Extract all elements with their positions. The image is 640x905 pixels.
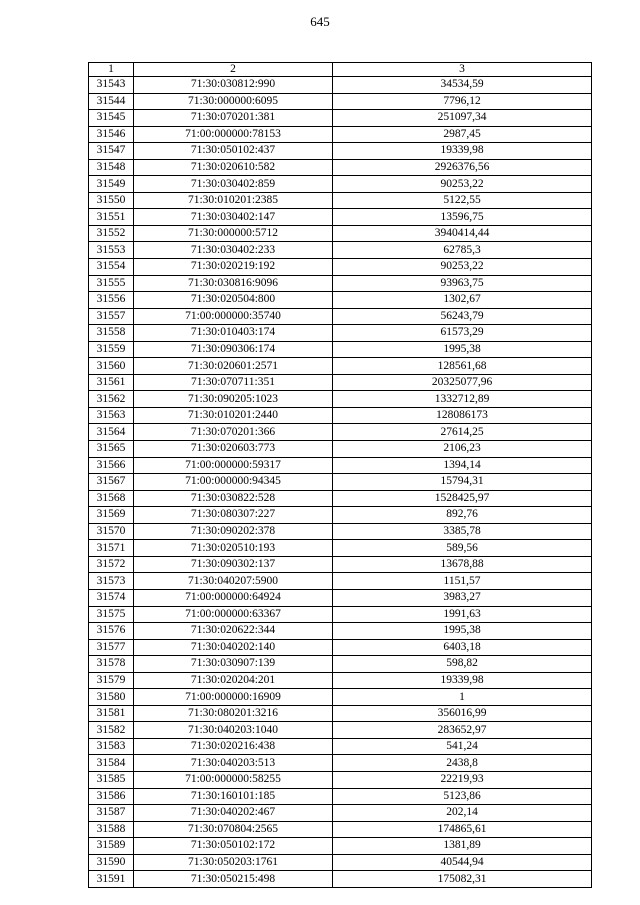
value-cell: 1528425,97 [333, 490, 592, 507]
table-row [89, 805, 592, 822]
cadastral-number-cell: 71:30:040203:1040 [134, 722, 333, 739]
value-cell: 90253,22 [333, 259, 592, 276]
table-row [89, 689, 592, 706]
row-number-cell: 31550 [89, 192, 134, 209]
cadastral-number-cell: 71:30:090302:137 [134, 556, 333, 573]
row-number-cell: 31577 [89, 639, 134, 656]
row-number-cell: 31545 [89, 110, 134, 127]
value-cell: 19339,98 [333, 672, 592, 689]
row-number-cell: 31564 [89, 424, 134, 441]
row-number-cell: 31563 [89, 407, 134, 424]
table-row [89, 143, 592, 160]
value-cell: 34534,59 [333, 77, 592, 94]
cadastral-number-cell: 71:30:020204:201 [134, 672, 333, 689]
table-row [89, 242, 592, 259]
table-row [89, 556, 592, 573]
value-cell: 202,14 [333, 805, 592, 822]
row-number-cell: 31590 [89, 854, 134, 871]
cadastral-number-cell: 71:00:000000:59317 [134, 457, 333, 474]
cadastral-number-cell: 71:30:010403:174 [134, 325, 333, 342]
table-row [89, 722, 592, 739]
row-number-cell: 31560 [89, 358, 134, 375]
cadastral-number-cell: 71:30:070201:366 [134, 424, 333, 441]
registry-table [88, 62, 592, 888]
page-number: 645 [310, 14, 330, 29]
row-number-cell: 31544 [89, 93, 134, 110]
table-row [89, 788, 592, 805]
value-cell: 2438,8 [333, 755, 592, 772]
table-row [89, 259, 592, 276]
value-cell: 1394,14 [333, 457, 592, 474]
value-cell: 93963,75 [333, 275, 592, 292]
row-number-cell: 31571 [89, 540, 134, 557]
table-row [89, 93, 592, 110]
row-number-cell: 31556 [89, 292, 134, 309]
value-cell: 356016,99 [333, 705, 592, 722]
table-row [89, 159, 592, 176]
cadastral-number-cell: 71:30:050102:172 [134, 838, 333, 855]
table-row [89, 77, 592, 94]
cadastral-number-cell: 71:30:020504:800 [134, 292, 333, 309]
table-row [89, 871, 592, 888]
value-cell: 128086173 [333, 407, 592, 424]
table-row [89, 771, 592, 788]
row-number-cell: 31583 [89, 738, 134, 755]
row-number-cell: 31548 [89, 159, 134, 176]
table-row [89, 341, 592, 358]
value-cell: 6403,18 [333, 639, 592, 656]
table-row [89, 391, 592, 408]
row-number-cell: 31580 [89, 689, 134, 706]
row-number-cell: 31582 [89, 722, 134, 739]
value-cell: 1 [333, 689, 592, 706]
table-row [89, 705, 592, 722]
cadastral-number-cell: 71:30:040207:5900 [134, 573, 333, 590]
value-cell: 13678,88 [333, 556, 592, 573]
value-cell: 5122,55 [333, 192, 592, 209]
value-cell: 598,82 [333, 656, 592, 673]
table-row [89, 292, 592, 309]
row-number-cell: 31549 [89, 176, 134, 193]
cadastral-number-cell: 71:30:080307:227 [134, 507, 333, 524]
value-cell: 541,24 [333, 738, 592, 755]
row-number-cell: 31552 [89, 225, 134, 242]
cadastral-number-cell: 71:30:090202:378 [134, 523, 333, 540]
cadastral-number-cell: 71:30:030816:9096 [134, 275, 333, 292]
cadastral-number-cell: 71:30:000000:5712 [134, 225, 333, 242]
value-cell: 1332712,89 [333, 391, 592, 408]
value-cell: 283652,97 [333, 722, 592, 739]
value-cell: 19339,98 [333, 143, 592, 160]
row-number-cell: 31546 [89, 126, 134, 143]
value-cell: 1302,67 [333, 292, 592, 309]
cadastral-number-cell: 71:00:000000:64924 [134, 589, 333, 606]
cadastral-number-cell: 71:30:020601:2571 [134, 358, 333, 375]
table-row [89, 192, 592, 209]
row-number-cell: 31581 [89, 705, 134, 722]
table-row [89, 225, 592, 242]
value-cell: 174865,61 [333, 821, 592, 838]
table-row [89, 110, 592, 127]
cadastral-number-cell: 71:30:040203:513 [134, 755, 333, 772]
cadastral-number-cell: 71:30:000000:6095 [134, 93, 333, 110]
row-number-cell: 31579 [89, 672, 134, 689]
value-cell: 20325077,96 [333, 374, 592, 391]
row-number-cell: 31569 [89, 507, 134, 524]
table-row [89, 573, 592, 590]
row-number-cell: 31575 [89, 606, 134, 623]
value-cell: 27614,25 [333, 424, 592, 441]
cadastral-number-cell: 71:30:010201:2385 [134, 192, 333, 209]
table-row [89, 755, 592, 772]
row-number-cell: 31566 [89, 457, 134, 474]
row-number-cell: 31554 [89, 259, 134, 276]
cadastral-number-cell: 71:30:020216:438 [134, 738, 333, 755]
table-row [89, 821, 592, 838]
cadastral-number-cell: 71:30:020510:193 [134, 540, 333, 557]
row-number-cell: 31585 [89, 771, 134, 788]
table-row [89, 474, 592, 491]
value-cell: 22219,93 [333, 771, 592, 788]
column-header-3: 3 [333, 63, 592, 77]
table-row [89, 176, 592, 193]
value-cell: 56243,79 [333, 308, 592, 325]
row-number-cell: 31587 [89, 805, 134, 822]
cadastral-number-cell: 71:30:030907:139 [134, 656, 333, 673]
value-cell: 40544,94 [333, 854, 592, 871]
row-number-cell: 31574 [89, 589, 134, 606]
table-row [89, 374, 592, 391]
value-cell: 61573,29 [333, 325, 592, 342]
value-cell: 13596,75 [333, 209, 592, 226]
column-header-2: 2 [134, 63, 333, 77]
cadastral-number-cell: 71:30:020610:582 [134, 159, 333, 176]
value-cell: 2987,45 [333, 126, 592, 143]
value-cell: 128561,68 [333, 358, 592, 375]
row-number-cell: 31570 [89, 523, 134, 540]
value-cell: 175082,31 [333, 871, 592, 888]
row-number-cell: 31576 [89, 623, 134, 640]
table-row [89, 672, 592, 689]
table-row [89, 838, 592, 855]
cadastral-number-cell: 71:30:050215:498 [134, 871, 333, 888]
table-header-row [89, 63, 592, 77]
value-cell: 5123,86 [333, 788, 592, 805]
cadastral-number-cell: 71:30:090205:1023 [134, 391, 333, 408]
value-cell: 589,56 [333, 540, 592, 557]
value-cell: 15794,31 [333, 474, 592, 491]
cadastral-number-cell: 71:30:070201:381 [134, 110, 333, 127]
row-number-cell: 31591 [89, 871, 134, 888]
table-row [89, 126, 592, 143]
cadastral-number-cell: 71:30:040202:140 [134, 639, 333, 656]
value-cell: 1991,63 [333, 606, 592, 623]
cadastral-number-cell: 71:30:070711:351 [134, 374, 333, 391]
table-row [89, 209, 592, 226]
value-cell: 2106,23 [333, 441, 592, 458]
row-number-cell: 31559 [89, 341, 134, 358]
cadastral-number-cell: 71:30:030822:528 [134, 490, 333, 507]
cadastral-number-cell: 71:30:070804:2565 [134, 821, 333, 838]
row-number-cell: 31555 [89, 275, 134, 292]
row-number-cell: 31567 [89, 474, 134, 491]
value-cell: 3940414,44 [333, 225, 592, 242]
row-number-cell: 31565 [89, 441, 134, 458]
table-row [89, 540, 592, 557]
registry-table-body [89, 63, 592, 888]
table-row [89, 523, 592, 540]
value-cell: 251097,34 [333, 110, 592, 127]
row-number-cell: 31558 [89, 325, 134, 342]
table-row [89, 639, 592, 656]
row-number-cell: 31572 [89, 556, 134, 573]
value-cell: 1995,38 [333, 341, 592, 358]
row-number-cell: 31589 [89, 838, 134, 855]
cadastral-number-cell: 71:30:030812:990 [134, 77, 333, 94]
table-row [89, 275, 592, 292]
table-row [89, 606, 592, 623]
row-number-cell: 31568 [89, 490, 134, 507]
table-row [89, 507, 592, 524]
cadastral-number-cell: 71:00:000000:35740 [134, 308, 333, 325]
cadastral-number-cell: 71:30:030402:859 [134, 176, 333, 193]
value-cell: 3983,27 [333, 589, 592, 606]
cadastral-number-cell: 71:30:050203:1761 [134, 854, 333, 871]
row-number-cell: 31588 [89, 821, 134, 838]
table-row [89, 407, 592, 424]
table-row [89, 358, 592, 375]
table-row [89, 490, 592, 507]
cadastral-number-cell: 71:00:000000:16909 [134, 689, 333, 706]
table-row [89, 308, 592, 325]
value-cell: 1995,38 [333, 623, 592, 640]
cadastral-number-cell: 71:30:020219:192 [134, 259, 333, 276]
table-row [89, 854, 592, 871]
table-row [89, 325, 592, 342]
cadastral-number-cell: 71:30:020603:773 [134, 441, 333, 458]
row-number-cell: 31557 [89, 308, 134, 325]
table-row [89, 738, 592, 755]
cadastral-number-cell: 71:30:080201:3216 [134, 705, 333, 722]
row-number-cell: 31573 [89, 573, 134, 590]
cadastral-number-cell: 71:30:090306:174 [134, 341, 333, 358]
cadastral-number-cell: 71:30:030402:233 [134, 242, 333, 259]
value-cell: 90253,22 [333, 176, 592, 193]
row-number-cell: 31561 [89, 374, 134, 391]
cadastral-number-cell: 71:30:030402:147 [134, 209, 333, 226]
table-row [89, 589, 592, 606]
table-row [89, 424, 592, 441]
row-number-cell: 31543 [89, 77, 134, 94]
value-cell: 62785,3 [333, 242, 592, 259]
cadastral-number-cell: 71:30:020622:344 [134, 623, 333, 640]
cadastral-number-cell: 71:00:000000:78153 [134, 126, 333, 143]
table-row [89, 623, 592, 640]
value-cell: 1381,89 [333, 838, 592, 855]
value-cell: 2926376,56 [333, 159, 592, 176]
value-cell: 3385,78 [333, 523, 592, 540]
row-number-cell: 31551 [89, 209, 134, 226]
row-number-cell: 31584 [89, 755, 134, 772]
cadastral-number-cell: 71:30:040202:467 [134, 805, 333, 822]
row-number-cell: 31586 [89, 788, 134, 805]
cadastral-number-cell: 71:30:160101:185 [134, 788, 333, 805]
column-header-1: 1 [89, 63, 134, 77]
row-number-cell: 31562 [89, 391, 134, 408]
table-row [89, 457, 592, 474]
value-cell: 1151,57 [333, 573, 592, 590]
row-number-cell: 31578 [89, 656, 134, 673]
row-number-cell: 31547 [89, 143, 134, 160]
value-cell: 892,76 [333, 507, 592, 524]
table-row [89, 441, 592, 458]
cadastral-number-cell: 71:00:000000:63367 [134, 606, 333, 623]
cadastral-number-cell: 71:00:000000:94345 [134, 474, 333, 491]
value-cell: 7796,12 [333, 93, 592, 110]
row-number-cell: 31553 [89, 242, 134, 259]
cadastral-number-cell: 71:30:010201:2440 [134, 407, 333, 424]
cadastral-number-cell: 71:30:050102:437 [134, 143, 333, 160]
cadastral-number-cell: 71:00:000000:58255 [134, 771, 333, 788]
table-row [89, 656, 592, 673]
